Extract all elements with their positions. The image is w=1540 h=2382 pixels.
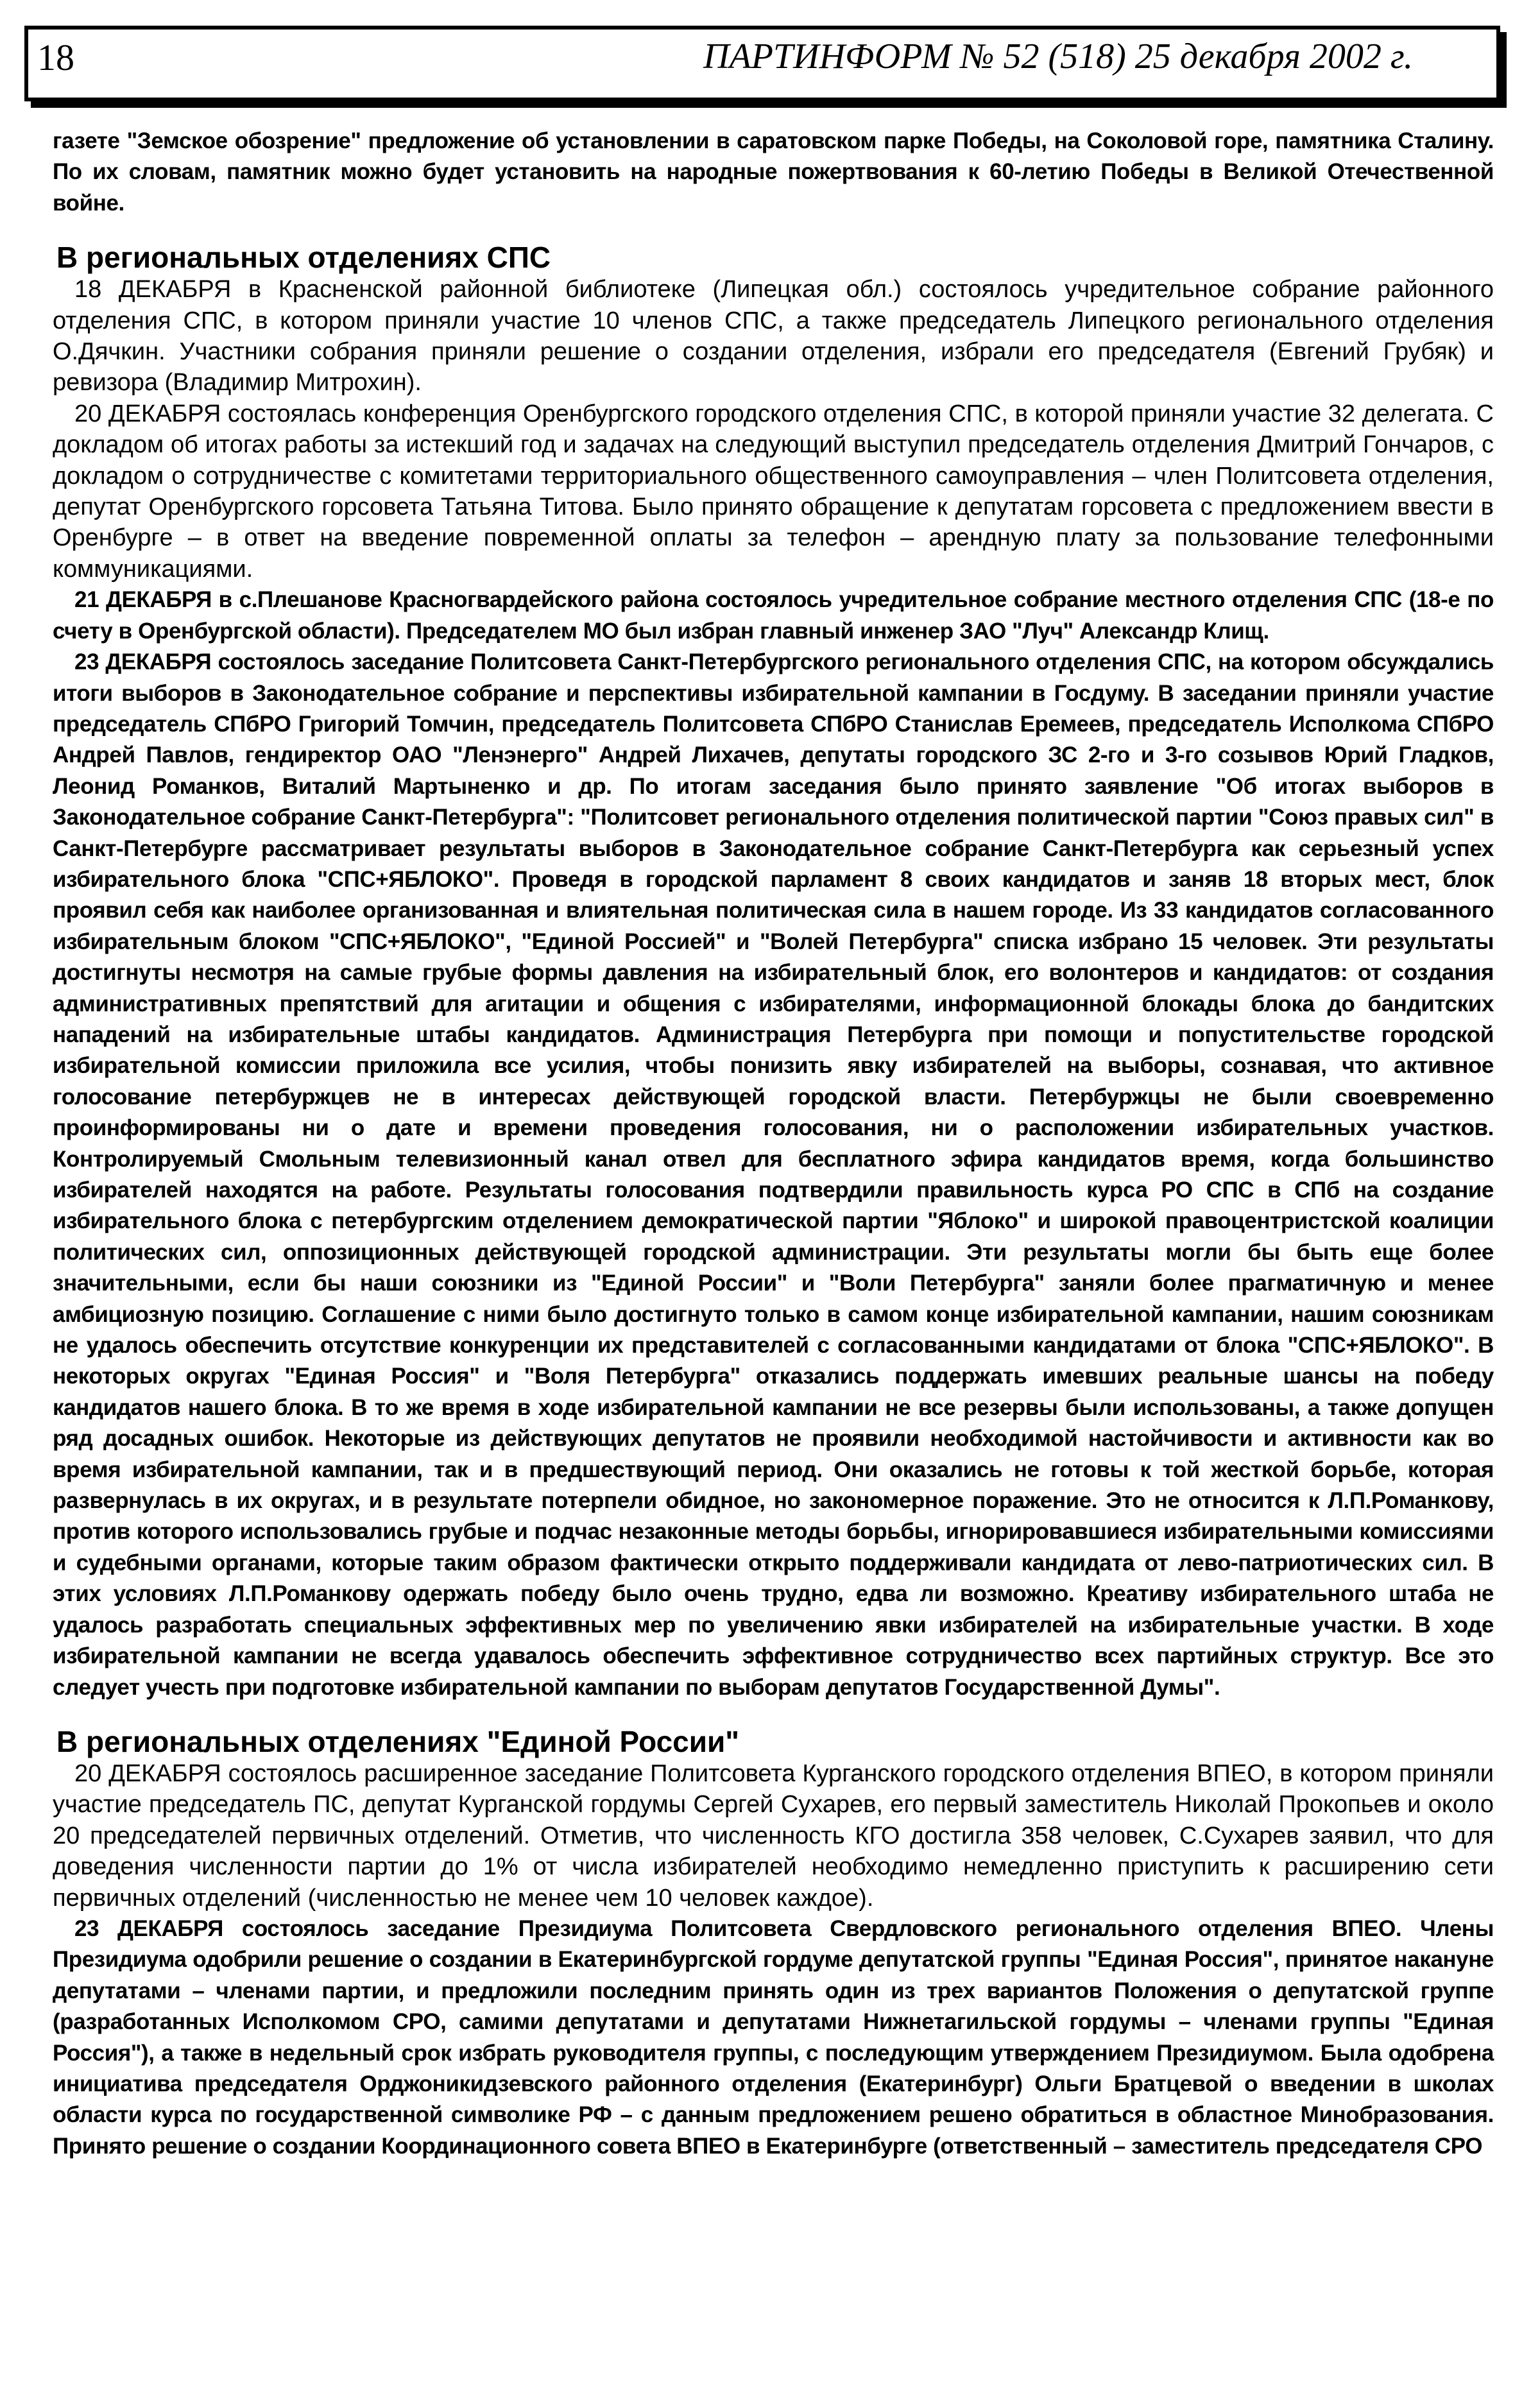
section-heading-edinaya-rossiya: В региональных отделениях "Единой России" [56,1724,740,1758]
paragraph: 23 ДЕКАБРЯ состоялось заседание Политсовета Санкт-Петербургского регионального отделения СПС, на котором обсуждались итоги выборов в Законодательное собрание и перспективы избирательной кампании в Госдуму. В заседании приняли участие председатель СПбРО Григорий Томчин, председатель Политсовета СПбРО Станислав Еремеев, председатель Исполкома СПбРО Андрей Павлов, гендиректор ОАО "Ленэнерго" Андрей Лихачев, депутаты городского ЗС 2-го и 3-го созывов Юрий Гладков, Леонид Романков, Виталий Мартыненко и др. По итогам заседания было принято заявление "Об итогах выборов в Законодательное собрание Санкт-Петербурга": "Политсовет регионального отделения политической партии "Союз правых сил" в Санкт-Петербурге рассматривает результаты выборов в Законодательное собрание Санкт-Петербурга как серьезный успех избирательного блока "СПС+ЯБЛОКО". Проведя в городской парламент 8 своих кандидатов и заняв 18 вторых мест, блок проявил себя как наиболее организованная и влиятельная политическая сила в нашем городе. Из 33 кандидатов согласованного избирательным блоком "СПС+ЯБЛОКО", "Единой Россией" и "Волей Петербурга" списка избрано 15 человек. Эти результаты достигнуты несмотря на самые грубые формы давления на избирательный блок, его волонтеров и кандидатов: от создания административных препятствий для агитации и общения с избирателями, информационной блокады блока до бандитских нападений на избирательные штабы кандидатов. Администрация Петербурга при помощи и попустительстве городской избирательной комиссии приложила все усилия, чтобы понизить явку избирателей на выборы, сознавая, что активное голосование петербуржцев не в интересах действующей городской власти. Петербуржцы не были своевременно проинформированы ни о дате и времени проведения голосования, ни о расположении избирательных участков. Контролируемый Смольным телевизионный канал отвел для бесплатного эфира кандидатов время, когда большинство избирателей находятся на работе. Результаты голосования подтвердили правильность курса РО СПС в СПб на создание избирательного блока с петербургским отделением демократической партии "Яблоко" и широкой правоцентристской коалиции политических сил, оппозиционных действующей городской администрации. Эти результаты могли бы быть еще более значительными, если бы наши союзники из "Единой России" и "Воли Петербурга" заняли более прагматичную и менее амбициозную позицию. Соглашение с ними было достигнуто только в самом конце избирательной кампании, нашим союзникам не удалось обеспечить отсутствие конкуренции их представителей с согласованными кандидатами от блока "СПС+ЯБЛОКО". В некоторых округах "Единая Россия" и "Воля Петербурга" отказались поддержать имевших реальные шансы на победу кандидатов нашего блока. В то же время в ходе избирательной кампании не все резервы были использованы, а также допущен ряд досадных ошибок. Некоторые из действующих депутатов не проявили необходимой настойчивости и активности как во время избирательной кампании, так и в предшествующий период. Они оказались не готовы к той жесткой борьбе, которая развернулась в их округах, и в результате потерпели обидное, но закономерное поражение. Это не относится к Л.П.Романкову, против которого использовались грубые и подчас незаконные методы борьбы, игнорировавшиеся избирательными комиссиями и судебными органами, которые таким образом фактически открыто поддерживали кандидата от лево-патриотических сил. В этих условиях Л.П.Романкову одержать победу было очень трудно, едва ли возможно. Креативу избирательного штаба не удалось разработать специальных эффективных мер по увеличению явки избирателей на избирательные участки. В ходе избирательной кампании не всегда удавалось обеспечить эффективное сотрудничество всех партийных структур. Все это следует учесть при подготовке избирательной кампании по выборам депутатов Государственной Думы". [53,649,1494,1700]
paragraph: 18 ДЕКАБРЯ в Красненской районной библиотеке (Липецкая обл.) состоялось учредительное собрание районного отделения СПС, в котором приняли участие 10 членов СПС, а также председатель Липецкого регионального отделения О.Дячкин. Участники собрания приняли решение о создании отделения, избрали его председателя (Евгений Грубяк) и ревизора (Владимир Митрохин). [53,276,1494,397]
article-body [53,126,1494,2162]
section-heading-sps: В региональных отделениях СПС [56,241,551,275]
intro-paragraph: газете "Земское обозрение" предложение об установлении в саратовском парке Победы, на Соколовой горе, памятника Сталину. По их словам, памятник можно будет установить на народные пожертвования к 60-летию Победы в Великой Отечественной войне. [53,128,1494,216]
page-number: 18 [37,37,74,78]
page-header [24,26,1500,101]
paragraph: 20 ДЕКАБРЯ состоялась конференция Оренбургского городского отделения СПС, в которой приняли участие 32 делегата. С докладом об итогах работы за истекший год и задачах на следующий выступил председатель отделения Дмитрий Гончаров, с докладом о сотрудничестве с комитетами территориального общественного самоуправления – член Политсовета отделения, депутат Оренбургского горсовета Татьяна Титова. Было принято обращение к депутатам горсовета с предложением ввести в Оренбурге – в ответ на введение повременной оплаты за телефон – арендную плату за пользование телефонными коммуникациями. [53,400,1494,583]
paragraph: 20 ДЕКАБРЯ состоялось расширенное заседание Политсовета Курганского городского отделения ВПЕО, в котором приняли участие председатель ПС, депутат Курганской гордумы Сергей Сухарев, его первый заместитель Николай Прокопьев и около 20 председателей первичных отделений. Отметив, что численность КГО достигла 358 человек, С.Сухарев заявил, что для доведения численности партии до 1% от числа избирателей необходимо немедленно приступить к расширению сети первичных отделений (численностью не менее чем 10 человек каждое). [53,1760,1494,1912]
masthead: ПАРТИНФОРМ № 52 (518) 25 декабря 2002 г. [703,37,1413,76]
paragraph: 21 ДЕКАБРЯ в с.Плешанове Красногвардейского района состоялось учредительное собрание местного отделения СПС (18-е по счету в Оренбургской области). Председателем МО был избран главный инженер ЗАО "Луч" Александр Клищ. [53,587,1494,644]
paragraph: 23 ДЕКАБРЯ состоялось заседание Президиума Политсовета Свердловского регионального отделения ВПЕО. Члены Президиума одобрили решение о создании в Екатеринбургской гордуме депутатской группы "Единая Россия", принятое накануне депутатами – членами партии, и предложили последним принять один из трех вариантов Положения о депутатской группе (разработанных Исполкомом СРО, самими депутатами и депутатами Нижнетагильской гордумы – членами группы "Единая Россия"), а также в недельный срок избрать руководителя группы, с последующим утверждением Президиумом. Была одобрена инициатива председателя Орджоникидзевского районного отделения (Екатеринбург) Ольги Братцевой о введении в школах области курса по государственной символике РФ – с данным предложением решено обратиться в областное Минобразования. Принято решение о создании Координационного совета ВПЕО в Екатеринбурге (ответственный – заместитель председателя СРО [53,1915,1494,2159]
